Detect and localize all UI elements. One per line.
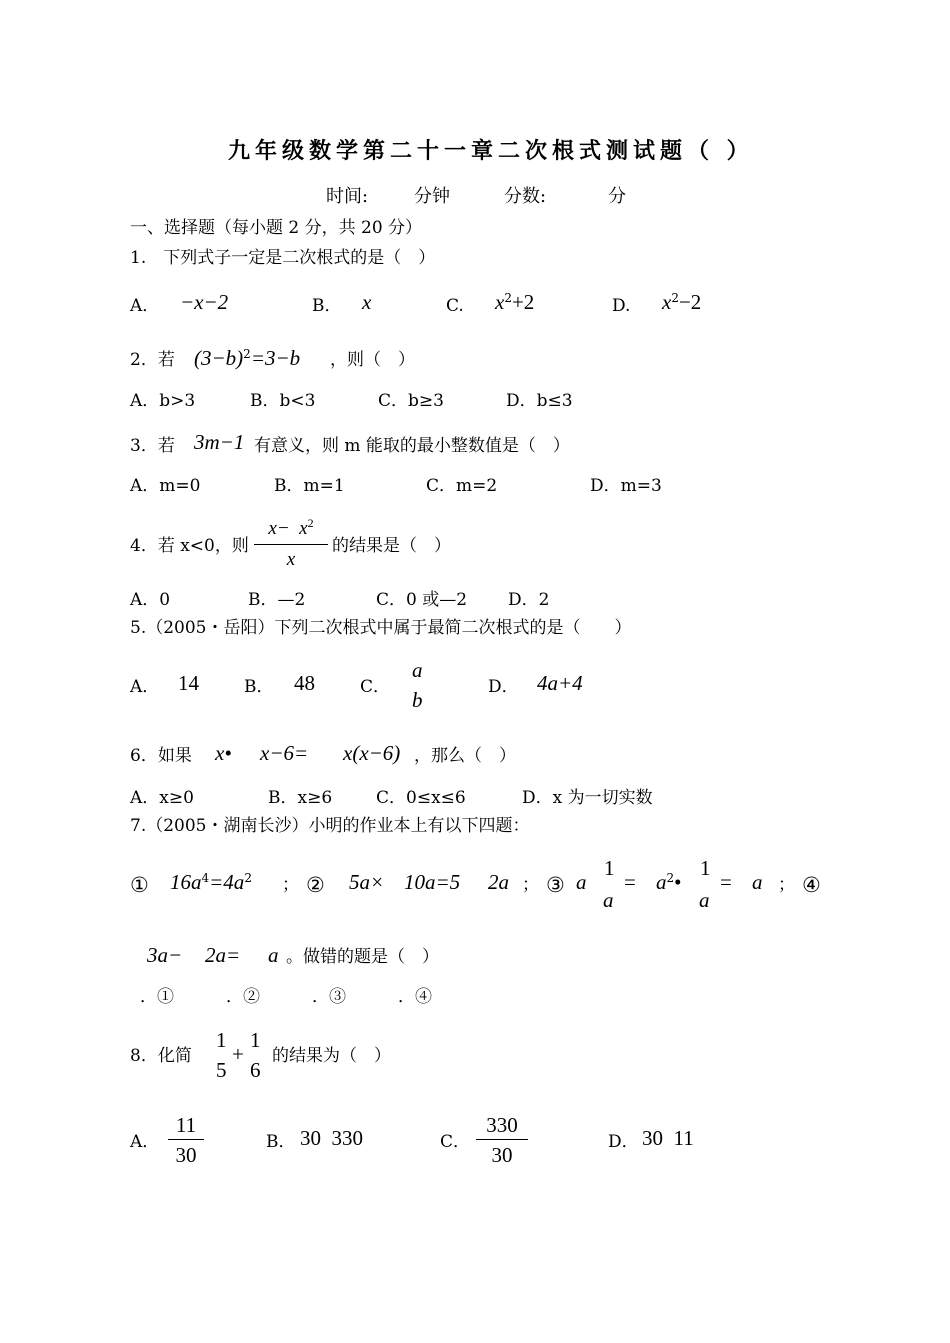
q7-circle-4: ④	[802, 873, 821, 897]
q4-option-d: D．2	[508, 590, 550, 610]
q6-prefix: 6．如果	[130, 746, 192, 766]
q1-option-c-expr: $x^2+2$	[495, 290, 535, 314]
q3-option-b: B．m=1	[274, 476, 345, 496]
q6-option-c: C．0≤x≤6	[376, 788, 466, 808]
q3-option-a: A．m=0	[130, 476, 201, 496]
q7-item-4b: 2a=	[205, 943, 241, 967]
q7-suffix: 。做错的题是（ ）	[286, 947, 439, 967]
time-label: 时间:	[326, 186, 369, 207]
q1-option-a-expr: −x−2	[180, 290, 229, 314]
q5-option-d-expr: 4a+4	[537, 671, 583, 695]
q7-item-3-den: a	[603, 888, 614, 912]
q7-circle-1: ①	[130, 873, 149, 897]
q1-option-b-expr: x	[362, 290, 372, 314]
q3-option-d: D．m=3	[590, 476, 662, 496]
q8-option-b-expr: 30 330	[300, 1126, 363, 1150]
q1-option-b-label: B．	[312, 296, 342, 316]
q7-item-3-num: 1	[604, 856, 615, 880]
q7-item-4c: a	[268, 943, 279, 967]
q7-item-2b: 10a=5	[404, 870, 461, 894]
q5-option-b-expr: 48	[294, 671, 315, 695]
q8-option-a-fraction: 11 30	[168, 1115, 204, 1166]
q1-option-a-label: A．	[130, 296, 160, 316]
q6-option-b: B．x≥6	[268, 788, 333, 808]
q2-option-b: B．b<3	[250, 391, 316, 411]
q7-item-3-num2: 1	[700, 856, 711, 880]
q1-option-c-label: C.	[446, 296, 464, 316]
q7-item-3-eq2: =	[720, 870, 732, 894]
q8-option-c-fraction: 330 30	[476, 1115, 528, 1166]
q4-option-c: C．0 或—2	[376, 590, 468, 610]
q4-option-a: A．0	[130, 590, 171, 610]
q4-suffix: 的结果是（ ）	[332, 536, 451, 556]
minutes-label: 分钟	[414, 186, 450, 207]
q6-expr-b: x−6=	[260, 741, 309, 765]
q6-option-d: D．x 为一切实数	[522, 788, 653, 808]
q7-item-3b: $a^2•$	[656, 870, 682, 894]
q8-option-a-label: A．	[130, 1132, 160, 1152]
q1-option-d-expr: $x^2-2$	[662, 290, 702, 314]
q7-item-2a: 5a×	[349, 870, 385, 894]
q6-suffix: ，那么（ ）	[414, 746, 516, 766]
q5-option-a-label: A．	[130, 677, 160, 697]
q5-option-b-label: B．	[244, 677, 274, 697]
q8-option-b-label: B．	[266, 1132, 296, 1152]
q7-circle-3: ③	[546, 873, 565, 897]
q8-option-d-expr: 30 11	[642, 1126, 694, 1150]
q2-prefix: 2．若	[130, 350, 175, 370]
q7-item-3-den2: a	[699, 888, 710, 912]
q7-circle-2: ②	[306, 873, 325, 897]
q8-option-d-label: D．	[608, 1132, 639, 1152]
q3-suffix: 有意义，则 m 能取的最小整数值是（ ）	[254, 436, 570, 456]
q1-option-d-label: D.	[612, 296, 631, 316]
q7-item-3a: a	[576, 870, 587, 894]
q5-option-a-expr: 14	[178, 671, 199, 695]
q4-option-b: B．—2	[248, 590, 306, 610]
q7-stem: 7.（2005・湖南长沙）小明的作业本上有以下四题：	[130, 816, 530, 836]
q7-item-3c: a	[752, 870, 763, 894]
q2-option-d: D．b≤3	[506, 391, 573, 411]
q7-item-4a: 3a−	[147, 943, 183, 967]
q7-item-1: $16a^4=4a^2$	[170, 870, 252, 894]
q6-option-a: A．x≥0	[130, 788, 194, 808]
q6-expr-c: x(x−6)	[343, 741, 401, 765]
page-title: 九年级数学第二十一章二次根式测试题（ ）	[228, 138, 754, 164]
q8-suffix: 的结果为（ ）	[272, 1046, 391, 1066]
q7-option-c: ．③	[312, 987, 346, 1007]
q8-prefix: 8．化简	[130, 1046, 192, 1066]
q7-semicolon-1: ；	[282, 875, 299, 895]
q7-option-a: ．①	[140, 987, 174, 1007]
points-label: 分	[608, 186, 626, 207]
q7-item-3-eq: =	[624, 870, 636, 894]
q7-item-2c: 2a	[488, 870, 509, 894]
q4-fraction: $x- x^2$ x	[254, 519, 328, 572]
q8-den-2: 6	[250, 1058, 261, 1082]
q3-prefix: 3．若	[130, 436, 175, 456]
q8-num-2: 1	[250, 1028, 261, 1052]
q4-prefix: 4．若 x<0，则	[130, 536, 249, 556]
q5-stem: 5.（2005・岳阳）下列二次根式中属于最简二次根式的是（ ）	[130, 618, 632, 638]
q8-num-1: 1	[216, 1028, 227, 1052]
q5-option-c-label: C．	[360, 677, 391, 697]
q6-expr-a: x•	[215, 741, 232, 765]
q7-option-b: ．②	[226, 987, 260, 1007]
q5-option-c-denominator: b	[412, 688, 423, 712]
score-label: 分数:	[504, 186, 547, 207]
q2-suffix: ，则（ ）	[330, 350, 415, 370]
q3-expr: 3m−1	[194, 430, 245, 454]
q2-option-c: C．b≥3	[378, 391, 444, 411]
q2-option-a: A．b>3	[130, 391, 196, 411]
q3-option-c: C．m=2	[426, 476, 498, 496]
q8-option-c-label: C．	[440, 1132, 471, 1152]
q7-option-d: ．④	[398, 987, 432, 1007]
section-heading: 一、选择题（每小题 2 分，共 20 分）	[130, 218, 423, 238]
q8-den-1: 5	[216, 1058, 227, 1082]
q7-semicolon-3: ；	[778, 875, 795, 895]
q5-option-d-label: D．	[488, 677, 519, 697]
q5-option-c-numerator: a	[412, 658, 423, 682]
q2-expr: $(3-b)^2=3-b$	[194, 346, 301, 370]
q8-plus: +	[232, 1042, 244, 1066]
q1-stem: 1. 下列式子一定是二次根式的是（ ）	[130, 248, 436, 268]
q7-semicolon-2: ；	[522, 875, 539, 895]
